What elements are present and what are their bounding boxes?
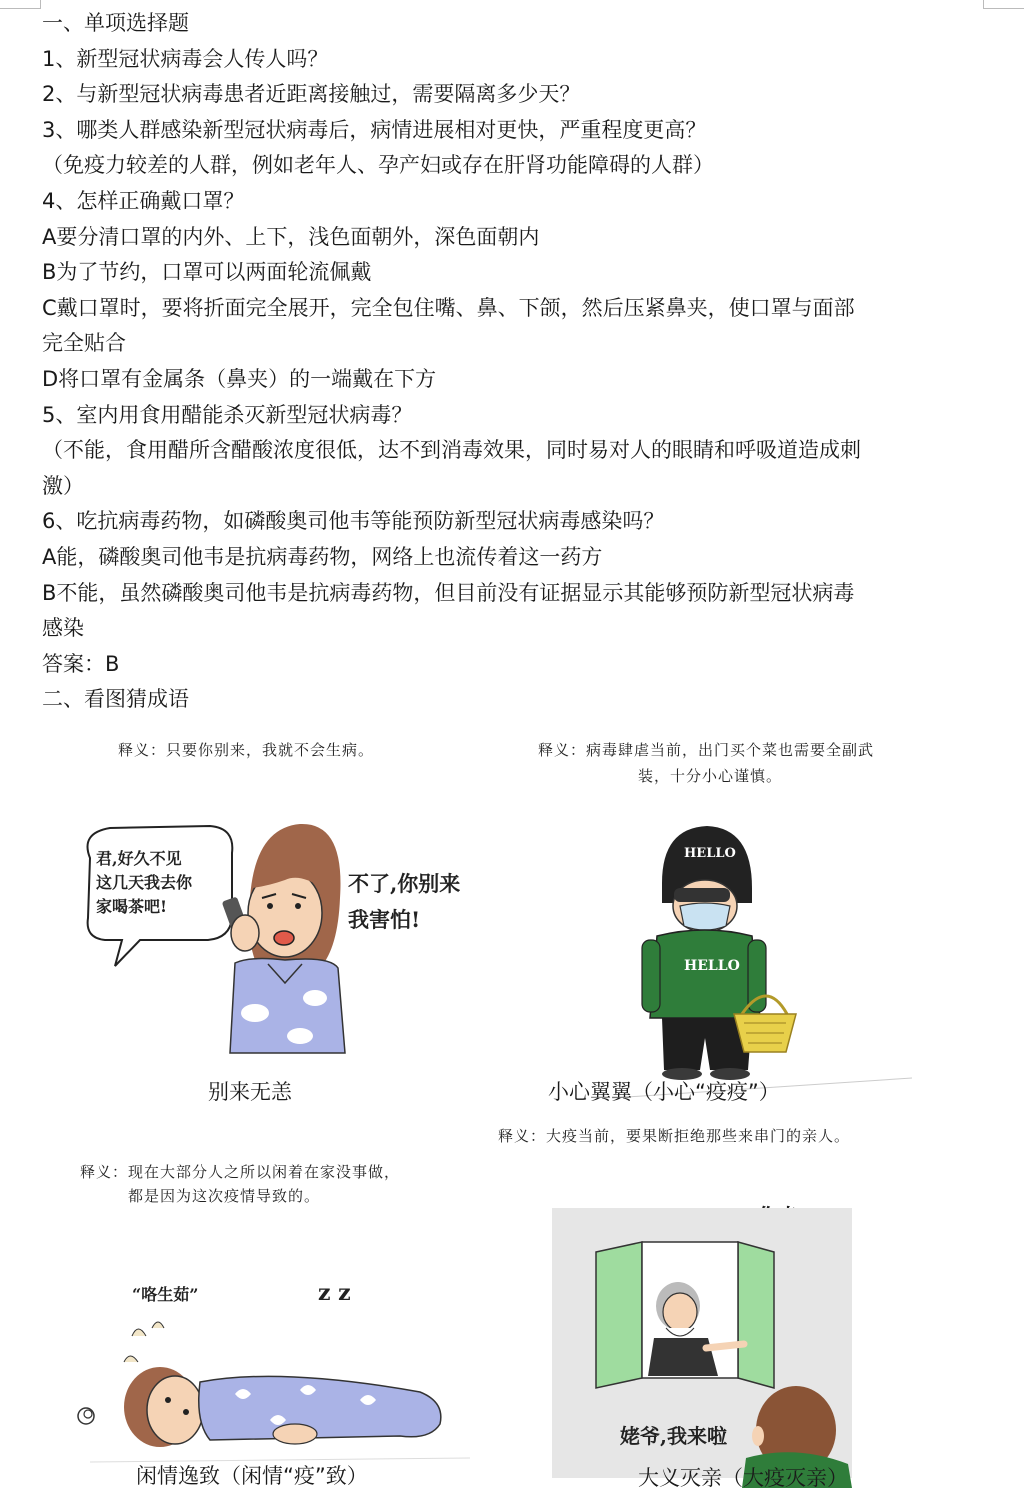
panel-1-caption: 别来无恙	[208, 1080, 292, 1104]
panel-2-explanation-line-2: 装，十分小心谨慎。	[638, 767, 783, 785]
question-5: 5、室内用食用醋能杀灭新型冠状病毒？	[42, 402, 413, 427]
question-6: 6、吃抗病毒药物，如磷酸奥司他韦等能预防新型冠状病毒感染吗？	[42, 509, 665, 534]
option-4c-cont: 完全贴合	[42, 331, 126, 356]
panel-1-explanation: 释义：只要你别来，我就不会生病。	[118, 741, 375, 759]
idiom-panel-1	[0, 728, 512, 1118]
panel-1-bubble-line-3: 家喝茶吧!	[96, 897, 168, 916]
panel-1-bubble-line-1: 君,好久不见	[96, 849, 182, 868]
mushroom-label: “咯生茹”	[132, 1285, 199, 1304]
door-illustration	[512, 1188, 1024, 1488]
panel-4-caption: 大义灭亲（大疫灭亲）	[638, 1466, 848, 1490]
panel-3-explanation-line-2: 都是因为这次疫情导致的。	[128, 1187, 321, 1205]
section-heading-idioms: 二、看图猜成语	[42, 687, 189, 712]
question-1: 1、新型冠状病毒会人传人吗？	[42, 46, 329, 71]
panel-4-explanation: 释义：大疫当前，要果断拒绝那些来串门的亲人。	[498, 1127, 851, 1145]
option-4d: D将口罩有金属条（鼻夹）的一端戴在下方	[42, 366, 437, 391]
corner-mark-left	[0, 0, 41, 9]
panel-2-explanation-line-1: 释义：病毒肆虐当前，出门买个菜也需要全副武	[538, 741, 875, 759]
option-6b: B不能，虽然磷酸奥司他韦是抗病毒药物，但目前没有证据显示其能够预防新型冠状病毒	[42, 580, 855, 605]
option-4c: C戴口罩时，要将折面完全展开，完全包住嘴、鼻、下颌，然后压紧鼻夹，使口罩与面部	[42, 295, 855, 320]
option-6a: A能，磷酸奥司他韦是抗病毒药物，网络上也流传着这一药方	[42, 544, 603, 569]
panel-1-speech-line-1: 不了,你别来	[348, 871, 461, 896]
option-4b: B为了节约，口罩可以两面轮流佩戴	[42, 260, 372, 285]
corner-mark-right	[983, 0, 1024, 9]
answer-6: 答案：B	[42, 651, 120, 676]
option-6b-cont: 感染	[42, 616, 84, 641]
option-4a: A要分清口罩的内外、上下，浅色面朝外，深色面朝内	[42, 224, 540, 249]
visitor-speech: 姥爷,我来啦	[620, 1424, 727, 1448]
question-4: 4、怎样正确戴口罩？	[42, 188, 245, 213]
shopper-illustration	[512, 808, 1024, 1098]
panel-1-speech-line-2: 我害怕!	[348, 907, 421, 932]
panel-1-bubble-line-2: 这几天我去你	[96, 873, 193, 892]
quiz-text	[42, 6, 982, 718]
panel-2-caption: 小心翼翼（小心“疫疫”）	[548, 1080, 780, 1104]
question-3: 3、哪类人群感染新型冠状病毒后，病情进展相对更快，严重程度更高？	[42, 117, 707, 142]
answer-3: （免疫力较差的人群，例如老年人、孕产妇或存在肝肾功能障碍的人群）	[42, 153, 714, 178]
idiom-panel-3	[0, 1152, 512, 1512]
panel-3-caption: 闲情逸致（闲情“疫”致）	[136, 1464, 368, 1488]
snore-text: z z	[318, 1280, 351, 1306]
panel-3-explanation-line-1: 释义：现在大部分人之所以闲着在家没事做，	[80, 1163, 401, 1181]
section-heading-choice: 一、单项选择题	[42, 11, 189, 35]
answer-5: （不能，食用醋所含醋酸浓度很低，达不到消毒效果，同时易对人的眼睛和呼吸道造成刺	[42, 438, 861, 463]
helmet-hello-text: HELLO	[684, 846, 736, 861]
idiom-panel-4	[498, 1118, 1024, 1512]
sweater-hello-text: HELLO	[684, 958, 740, 974]
idiom-panel-2	[512, 728, 1024, 1118]
phone-call-illustration	[0, 788, 512, 1088]
question-2: 2、与新型冠状病毒患者近距离接触过，需要隔离多少天？	[42, 82, 581, 107]
answer-5-cont: 激）	[42, 473, 84, 498]
